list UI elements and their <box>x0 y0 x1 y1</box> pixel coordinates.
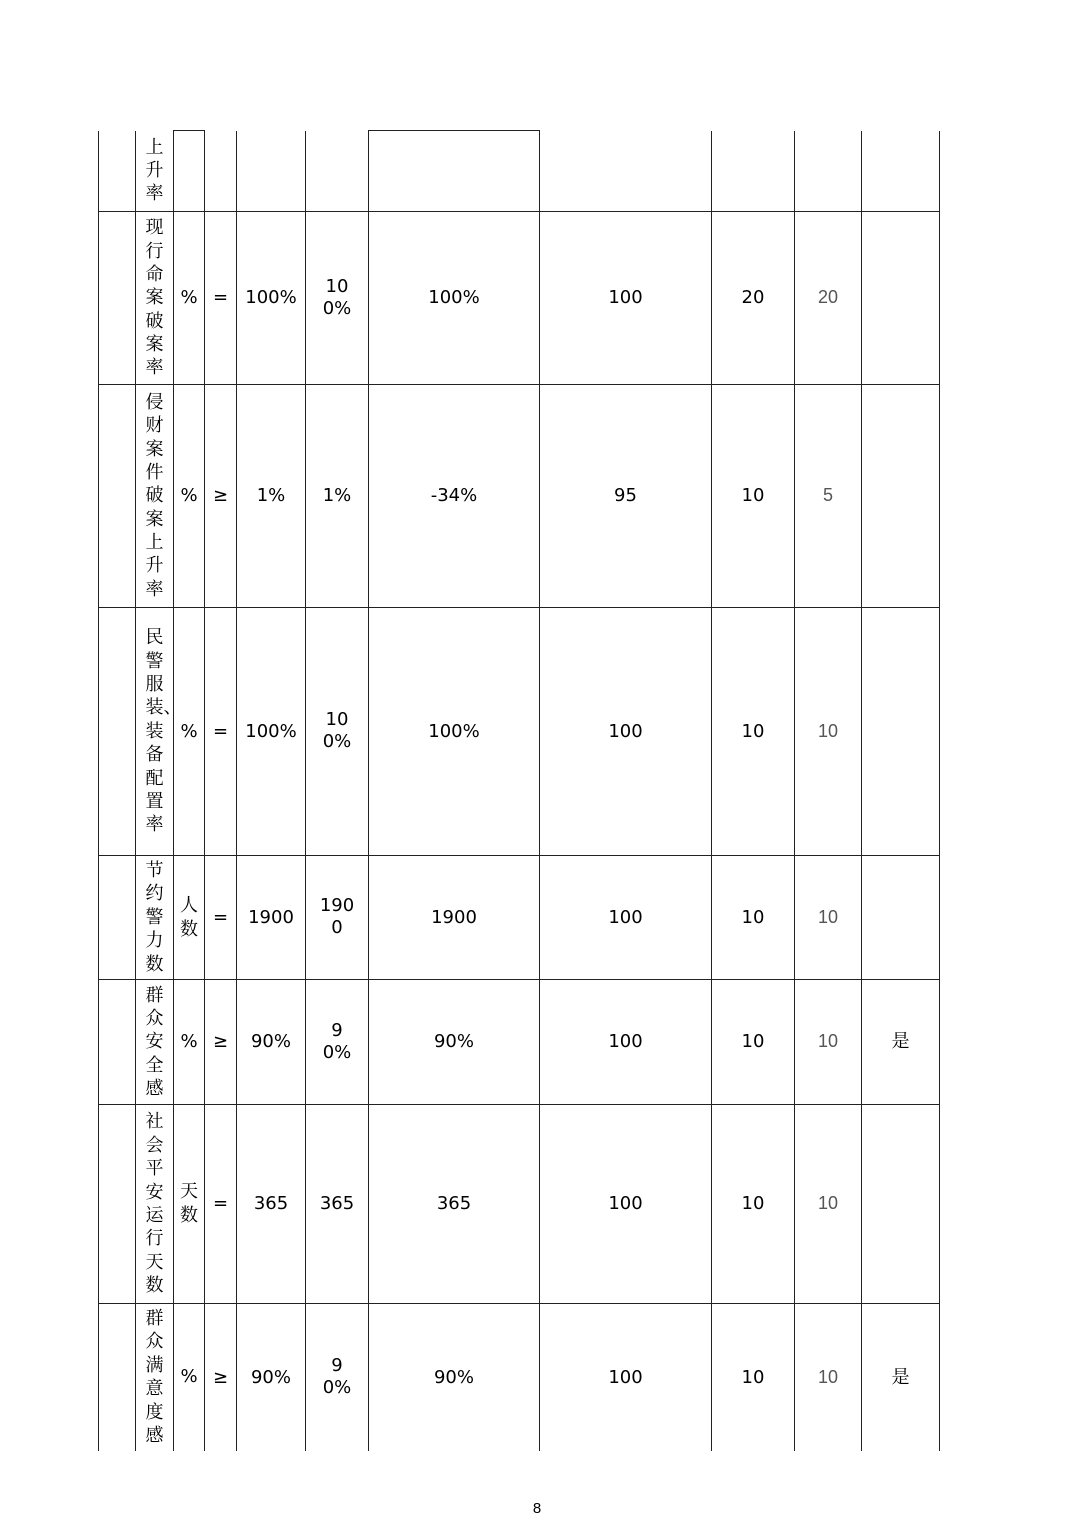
completion-rate-cell: 100 <box>540 608 712 856</box>
annual-target-cell <box>306 212 369 385</box>
annual-target-cell <box>306 131 369 212</box>
indicator-name-cell <box>136 608 182 856</box>
indicator-name-cell-text: 群众安全感 <box>145 984 164 1100</box>
score-cell: 5 <box>795 385 862 608</box>
table-row <box>99 856 940 980</box>
note-cell <box>862 385 940 608</box>
operator-cell: = <box>205 856 237 980</box>
annual-target-cell-text: 1900 <box>319 895 355 939</box>
operator-cell: = <box>205 608 237 856</box>
indicator-name-cell-text: 民警服装、装备配置率 <box>145 627 182 836</box>
completion-rate-cell: 100 <box>540 1304 712 1451</box>
score-cell: 10 <box>795 608 862 856</box>
unit-cell <box>174 1105 205 1304</box>
note-cell <box>862 131 940 212</box>
operator-cell: ≥ <box>205 1304 237 1451</box>
weight-cell: 10 <box>712 856 795 980</box>
indicator-name-cell <box>136 1105 174 1304</box>
note-cell <box>862 212 940 385</box>
annual-target-cell <box>306 980 369 1105</box>
note-cell: 是 <box>862 1304 940 1451</box>
weight-cell: 10 <box>712 1105 795 1304</box>
table-row <box>99 1304 940 1451</box>
unit-cell-text: % <box>180 1031 198 1052</box>
weight-cell: 20 <box>712 212 795 385</box>
indicator-name-cell <box>136 980 174 1105</box>
unit-cell <box>174 980 205 1105</box>
annual-target-cell-text: 90% <box>322 1355 352 1399</box>
annual-target-cell-text: 90% <box>322 1019 352 1063</box>
note-cell: 是 <box>862 980 940 1105</box>
weight-cell: 10 <box>712 608 795 856</box>
score-cell: 10 <box>795 1105 862 1304</box>
completion-rate-cell: 100 <box>540 980 712 1105</box>
table-row <box>99 385 940 608</box>
target-value-cell: 1900 <box>237 856 306 980</box>
actual-value-cell: 100% <box>369 608 540 856</box>
annual-target-cell-text: 100% <box>322 709 352 753</box>
weight-cell: 10 <box>712 385 795 608</box>
completion-rate-cell: 100 <box>540 856 712 980</box>
operator-cell: = <box>205 1105 237 1304</box>
completion-rate-cell: 100 <box>540 1105 712 1304</box>
indicator-name-cell <box>136 856 174 980</box>
unit-cell-text: 天数 <box>180 1181 198 1226</box>
annual-target-cell-text: 365 <box>319 1193 355 1215</box>
indicator-name-cell <box>136 212 174 385</box>
unit-cell-text: 人数 <box>180 894 198 940</box>
actual-value-cell: 1900 <box>369 856 540 980</box>
table-row <box>99 131 940 212</box>
weight-cell: 10 <box>712 1304 795 1451</box>
indicator-name-cell-text: 群众满意度感 <box>145 1308 164 1447</box>
table-row <box>99 608 940 856</box>
annual-target-cell <box>306 385 369 608</box>
actual-value-cell: -34% <box>369 385 540 608</box>
unit-cell <box>174 131 205 212</box>
operator-cell <box>205 131 237 212</box>
indicator-name-cell-text: 侵财案件破案上升率 <box>145 391 164 600</box>
group-column-cell <box>99 1304 136 1451</box>
annual-target-cell-text: 100% <box>322 275 352 319</box>
group-column-cell <box>99 385 136 608</box>
note-cell <box>862 1105 940 1304</box>
target-value-cell: 100% <box>237 608 306 856</box>
note-cell <box>862 608 940 856</box>
unit-cell <box>174 608 205 856</box>
indicator-name-cell-text: 社会平安运行天数 <box>145 1111 164 1297</box>
target-value-cell: 100% <box>237 212 306 385</box>
score-cell: 10 <box>795 1304 862 1451</box>
unit-cell-text: % <box>180 720 198 742</box>
weight-cell <box>712 131 795 212</box>
actual-value-cell: 100% <box>369 212 540 385</box>
annual-target-cell <box>306 1105 369 1304</box>
indicator-name-cell-text: 上升率 <box>145 136 164 205</box>
actual-value-cell: 90% <box>369 980 540 1105</box>
target-value-cell: 365 <box>237 1105 306 1304</box>
indicator-name-cell-text: 现行命案破案率 <box>145 217 164 379</box>
score-cell: 20 <box>795 212 862 385</box>
table-body <box>99 131 940 1451</box>
score-cell: 10 <box>795 856 862 980</box>
unit-cell <box>174 385 205 608</box>
unit-cell-text: % <box>180 485 198 506</box>
operator-cell: ≥ <box>205 980 237 1105</box>
target-value-cell: 90% <box>237 1304 306 1451</box>
group-column-cell <box>99 856 136 980</box>
table-row <box>99 1105 940 1304</box>
operator-cell: ≥ <box>205 385 237 608</box>
indicator-name-cell <box>136 1304 174 1451</box>
page-number: 8 <box>532 1500 542 1517</box>
annual-target-cell <box>306 1304 369 1451</box>
completion-rate-cell: 100 <box>540 212 712 385</box>
annual-target-cell <box>306 856 369 980</box>
completion-rate-cell <box>540 131 712 212</box>
score-cell <box>795 131 862 212</box>
unit-cell <box>174 212 205 385</box>
target-value-cell: 1% <box>237 385 306 608</box>
weight-cell: 10 <box>712 980 795 1105</box>
group-column-cell <box>99 608 136 856</box>
operator-cell: = <box>205 212 237 385</box>
indicator-name-cell <box>136 385 174 608</box>
group-column-cell <box>99 980 136 1105</box>
group-column-cell <box>99 1105 136 1304</box>
table-row <box>99 212 940 385</box>
indicator-name-cell <box>136 131 174 212</box>
table-row <box>99 980 940 1105</box>
annual-target-cell <box>306 608 369 856</box>
unit-cell-text: % <box>180 287 198 308</box>
actual-value-cell: 365 <box>369 1105 540 1304</box>
indicator-name-cell-text: 节约警力数 <box>145 860 164 975</box>
unit-cell <box>174 856 205 980</box>
unit-cell <box>174 1304 205 1451</box>
note-cell <box>862 856 940 980</box>
unit-cell-text: % <box>180 1366 198 1388</box>
completion-rate-cell: 95 <box>540 385 712 608</box>
actual-value-cell: 90% <box>369 1304 540 1451</box>
score-cell: 10 <box>795 980 862 1105</box>
group-column-cell <box>99 131 136 212</box>
target-value-cell <box>237 131 306 212</box>
actual-value-cell <box>369 131 540 212</box>
group-column-cell <box>99 212 136 385</box>
target-value-cell: 90% <box>237 980 306 1105</box>
annual-target-cell-text: 1% <box>322 485 352 507</box>
performance-table <box>98 130 940 1451</box>
